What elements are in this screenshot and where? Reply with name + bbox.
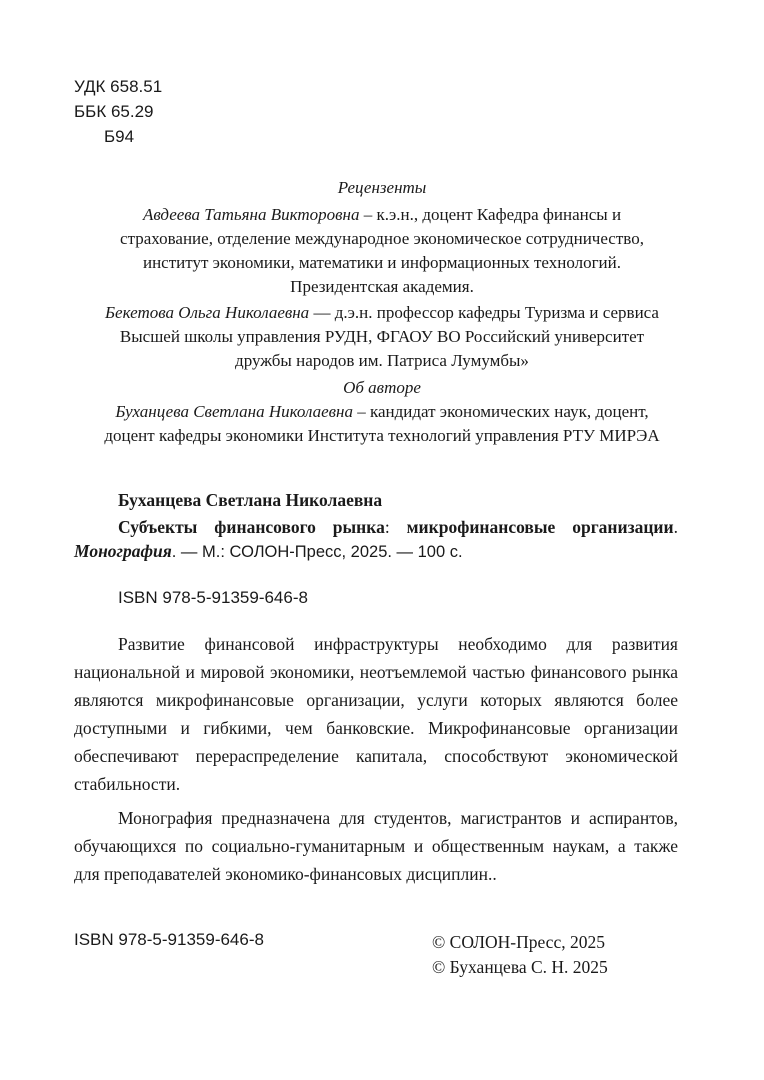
about-line-2: доцент кафедры экономики Института технологий управления РТУ МИРЭА bbox=[104, 426, 660, 445]
reviewer-1 bbox=[64, 203, 700, 299]
about-line-1 bbox=[64, 400, 700, 424]
copyright-author: © Буханцева С. Н. 2025 bbox=[432, 957, 608, 977]
reviewer-2 bbox=[64, 301, 700, 373]
bib-title-block bbox=[74, 515, 678, 564]
bib-title: Субъекты финансового рынка bbox=[118, 517, 385, 537]
reviewer-2-text: д.э.н. профессор кафедры Туризма и сервиса bbox=[334, 303, 659, 322]
reviewers-heading: Рецензенты bbox=[337, 178, 427, 197]
reviewers-section bbox=[64, 176, 700, 373]
bib-type: Монография bbox=[74, 541, 172, 561]
abstract-paragraph-2: Монография предназначена для студентов, магистрантов и аспирантов, обучающихся по социально-гуманитарным и общественным наукам, а также для преподавателей экономико-финансовых дисциплин.. bbox=[74, 808, 678, 884]
copyright-block bbox=[432, 930, 666, 980]
classification-codes bbox=[74, 74, 162, 149]
about-text: кандидат экономических наук, доцент, bbox=[369, 402, 649, 421]
about-author-name: Буханцева Светлана Николаевна bbox=[115, 402, 353, 421]
author-sign: Б94 bbox=[104, 127, 135, 146]
reviewer-2-dash: — bbox=[309, 303, 335, 322]
reviewer-1-line-3: институт экономики, математики и информационных технологий. bbox=[142, 253, 621, 272]
reviewer-1-name: Авдеева Татьяна Викторовна bbox=[142, 205, 360, 224]
reviewer-2-name: Бекетова Ольга Николаевна bbox=[105, 303, 310, 322]
bib-colon: : bbox=[384, 517, 407, 537]
bib-author: Буханцева Светлана Николаевна bbox=[118, 490, 383, 510]
about-heading: Об авторе bbox=[343, 378, 421, 397]
copyright-publisher: © СОЛОН-Пресс, 2025 bbox=[432, 932, 605, 952]
udk-code: УДК 658.51 bbox=[74, 77, 163, 96]
isbn-footer: ISBN 978-5-91359-646-8 bbox=[74, 930, 264, 949]
about-dash: – bbox=[352, 402, 370, 421]
bib-dot: . bbox=[673, 517, 678, 537]
bbk-code: ББК 65.29 bbox=[74, 102, 154, 121]
reviewer-1-line-1 bbox=[64, 203, 700, 227]
bib-subtitle: микрофинансовые организации bbox=[406, 517, 674, 537]
reviewer-1-line-2: страхование, отделение международное экономическое сотрудничество, bbox=[120, 229, 644, 248]
reviewer-1-dash: – bbox=[359, 205, 377, 224]
reviewer-2-line-2: Высшей школы управления РУДН, ФГАОУ ВО Российский университет bbox=[119, 327, 645, 346]
abstract bbox=[74, 630, 678, 888]
reviewer-1-line-4: Президентская академия. bbox=[290, 277, 474, 296]
about-author-section bbox=[64, 376, 700, 448]
reviewer-2-line-1 bbox=[64, 301, 700, 325]
isbn-top: ISBN 978-5-91359-646-8 bbox=[118, 588, 308, 607]
abstract-paragraph-1: Развитие финансовой инфраструктуры необходимо для развития национальной и мировой экономики, неотъемлемой частью финансового рынка являются микрофинансовые организации, услуги которых являются более доступными и гибкими, чем банковские. Микрофинансовые организации обеспечивают перераспределение капитала, способствуют экономической стабильности. bbox=[74, 634, 678, 794]
reviewer-2-line-3: дружбы народов им. Патриса Лумумбы» bbox=[235, 351, 529, 370]
reviewer-1-text: к.э.н., доцент Кафедра финансы и bbox=[376, 205, 622, 224]
bib-imprint: . — М.: СОЛОН-Пресс, 2025. — 100 с. bbox=[171, 543, 463, 561]
